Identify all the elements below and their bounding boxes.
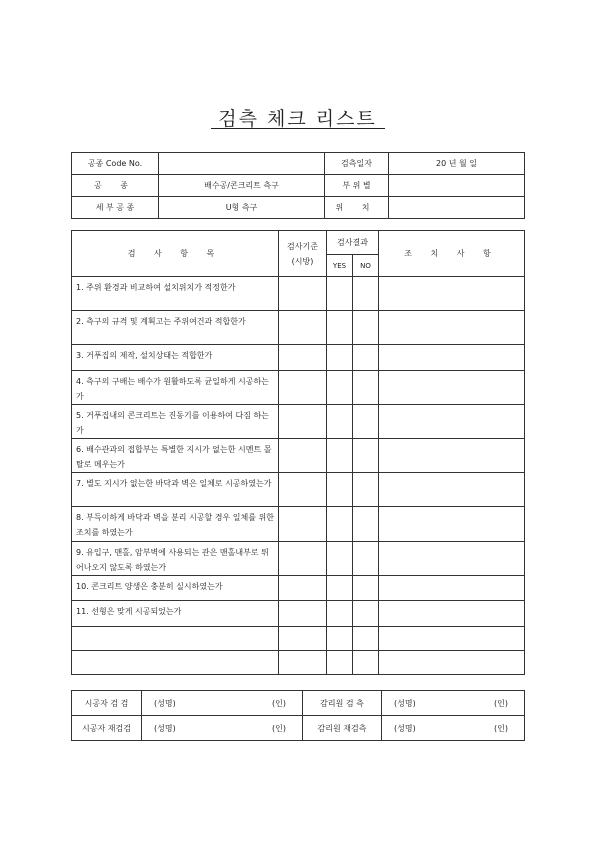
check-action-cell[interactable] xyxy=(379,507,525,542)
check-item-text: 1. 주위 환경과 비교하여 설치위치가 적정한가 xyxy=(72,277,279,311)
table-row xyxy=(72,601,525,627)
check-yes-cell[interactable] xyxy=(327,405,353,439)
check-action-cell[interactable] xyxy=(379,345,525,371)
check-action-cell[interactable] xyxy=(379,371,525,405)
location-label: 부 위 별 xyxy=(325,175,389,197)
check-yes-cell[interactable] xyxy=(327,507,353,542)
date-value[interactable]: 20 년 월 일 xyxy=(389,153,525,175)
page-title: 검측 체크 리스트 xyxy=(218,108,377,130)
title-underline xyxy=(211,128,385,129)
table-row xyxy=(72,507,525,542)
check-yes-cell[interactable] xyxy=(327,439,353,473)
table-row xyxy=(72,311,525,345)
check-action-cell[interactable] xyxy=(379,627,525,651)
work-label: 공 종 xyxy=(72,175,159,197)
check-yes-cell[interactable] xyxy=(327,627,353,651)
supervisor-inspect-sign[interactable] xyxy=(382,691,525,716)
check-standard-cell[interactable] xyxy=(279,371,327,405)
check-standard-cell[interactable] xyxy=(279,507,327,542)
check-no-cell[interactable] xyxy=(353,507,379,542)
detail-value[interactable]: U형 측구 xyxy=(159,197,325,219)
check-standard-cell[interactable] xyxy=(279,439,327,473)
seal-mark: (인) xyxy=(272,698,286,708)
check-item-text: 6. 배수관과의 접합부는 특별한 지시가 없는한 시멘트 몰탈로 메우는가 xyxy=(72,439,279,473)
check-item-text: 5. 거푸집내의 콘크리트는 진동기를 이용하여 다짐 하는가 xyxy=(72,405,279,439)
info-row-detail xyxy=(72,197,525,219)
info-table xyxy=(71,152,525,219)
location-value[interactable] xyxy=(389,175,525,197)
header-standard xyxy=(279,231,327,277)
contractor-reinspect-label: 시공자 재검검 xyxy=(72,716,142,741)
checklist-header-row xyxy=(72,231,525,255)
name-placeholder: (성명) xyxy=(394,723,416,733)
name-placeholder: (성명) xyxy=(394,698,416,708)
check-item-text: 7. 별도 지시가 없는한 바닥과 벽은 일체로 시공하였는가 xyxy=(72,473,279,507)
table-row xyxy=(72,651,525,675)
supervisor-inspect-label: 감리원 검 측 xyxy=(303,691,382,716)
check-no-cell[interactable] xyxy=(353,473,379,507)
check-item-text xyxy=(72,627,279,651)
check-action-cell[interactable] xyxy=(379,439,525,473)
check-action-cell[interactable] xyxy=(379,473,525,507)
check-no-cell[interactable] xyxy=(353,277,379,311)
contractor-reinspect-sign[interactable] xyxy=(142,716,303,741)
check-no-cell[interactable] xyxy=(353,371,379,405)
header-action: 조 치 사 항 xyxy=(379,231,525,277)
check-yes-cell[interactable] xyxy=(327,311,353,345)
table-row xyxy=(72,345,525,371)
info-row-work xyxy=(72,175,525,197)
seal-mark: (인) xyxy=(494,723,508,733)
check-standard-cell[interactable] xyxy=(279,277,327,311)
check-action-cell[interactable] xyxy=(379,576,525,601)
work-value[interactable]: 배수공/콘크리트 측구 xyxy=(159,175,325,197)
check-yes-cell[interactable] xyxy=(327,576,353,601)
table-row xyxy=(72,576,525,601)
check-yes-cell[interactable] xyxy=(327,345,353,371)
check-standard-cell[interactable] xyxy=(279,651,327,675)
check-standard-cell[interactable] xyxy=(279,473,327,507)
position-label: 위 치 xyxy=(325,197,389,219)
checklist-table xyxy=(71,230,525,675)
check-no-cell[interactable] xyxy=(353,542,379,576)
header-no: NO xyxy=(353,255,379,277)
check-yes-cell[interactable] xyxy=(327,473,353,507)
check-action-cell[interactable] xyxy=(379,542,525,576)
check-standard-cell[interactable] xyxy=(279,601,327,627)
check-yes-cell[interactable] xyxy=(327,277,353,311)
table-row xyxy=(72,542,525,576)
check-item-text xyxy=(72,651,279,675)
check-standard-cell[interactable] xyxy=(279,405,327,439)
check-item-text: 8. 부득이하게 바닥과 벽을 분리 시공할 경우 일체를 위한 조치를 하였는가 xyxy=(72,507,279,542)
check-item-text: 2. 측구의 규격 및 계획고는 주위여건과 적합한가 xyxy=(72,311,279,345)
check-no-cell[interactable] xyxy=(353,439,379,473)
check-no-cell[interactable] xyxy=(353,311,379,345)
check-no-cell[interactable] xyxy=(353,405,379,439)
name-placeholder: (성명) xyxy=(154,698,176,708)
check-no-cell[interactable] xyxy=(353,345,379,371)
check-standard-cell[interactable] xyxy=(279,345,327,371)
name-placeholder: (성명) xyxy=(154,723,176,733)
check-action-cell[interactable] xyxy=(379,651,525,675)
info-row-code xyxy=(72,153,525,175)
check-action-cell[interactable] xyxy=(379,405,525,439)
header-result: 검사결과 xyxy=(327,231,379,255)
check-item-text: 9. 유입구, 맨홀, 암부벽에 사용되는 관은 맨홀내부로 튀어나오지 않도록 하였는가 xyxy=(72,542,279,576)
check-yes-cell[interactable] xyxy=(327,542,353,576)
table-row xyxy=(72,371,525,405)
table-row xyxy=(72,277,525,311)
check-standard-cell[interactable] xyxy=(279,627,327,651)
code-label: 공종 Code No. xyxy=(72,153,159,175)
table-row xyxy=(72,439,525,473)
seal-mark: (인) xyxy=(494,698,508,708)
check-item-text: 4. 측구의 구배는 배수가 원활하도록 균일하게 시공하는가 xyxy=(72,371,279,405)
check-yes-cell[interactable] xyxy=(327,371,353,405)
check-item-text: 11. 선형은 맞게 시공되었는가 xyxy=(72,601,279,627)
check-standard-cell[interactable] xyxy=(279,542,327,576)
contractor-inspect-sign[interactable] xyxy=(142,691,303,716)
table-row xyxy=(72,405,525,439)
date-label: 검측일자 xyxy=(325,153,389,175)
check-item-text: 3. 거푸집의 제작, 설치상태는 적합한가 xyxy=(72,345,279,371)
table-row xyxy=(72,627,525,651)
check-standard-cell[interactable] xyxy=(279,576,327,601)
header-items: 검 사 항 목 xyxy=(72,231,279,277)
code-value[interactable] xyxy=(159,153,325,175)
check-action-cell[interactable] xyxy=(379,277,525,311)
check-no-cell[interactable] xyxy=(353,627,379,651)
check-yes-cell[interactable] xyxy=(327,601,353,627)
detail-label: 세 부 공 종 xyxy=(72,197,159,219)
supervisor-reinspect-sign[interactable] xyxy=(382,716,525,741)
supervisor-reinspect-label: 감리원 재검측 xyxy=(303,716,382,741)
header-standard-label: 검사기준 xyxy=(287,241,318,251)
table-row xyxy=(72,473,525,507)
header-standard-sub: (시방) xyxy=(291,256,314,266)
position-value[interactable] xyxy=(389,197,525,219)
check-standard-cell[interactable] xyxy=(279,311,327,345)
check-no-cell[interactable] xyxy=(353,601,379,627)
signature-table xyxy=(71,690,525,741)
contractor-inspect-label: 시공자 검 검 xyxy=(72,691,142,716)
check-no-cell[interactable] xyxy=(353,576,379,601)
checklist-body xyxy=(72,277,525,675)
signature-row-inspect xyxy=(72,691,525,716)
check-action-cell[interactable] xyxy=(379,311,525,345)
signature-row-reinspect xyxy=(72,716,525,741)
header-yes: YES xyxy=(327,255,353,277)
check-yes-cell[interactable] xyxy=(327,651,353,675)
seal-mark: (인) xyxy=(272,723,286,733)
check-no-cell[interactable] xyxy=(353,651,379,675)
check-item-text: 10. 콘크리트 양생은 충분히 실시하였는가 xyxy=(72,576,279,601)
check-action-cell[interactable] xyxy=(379,601,525,627)
